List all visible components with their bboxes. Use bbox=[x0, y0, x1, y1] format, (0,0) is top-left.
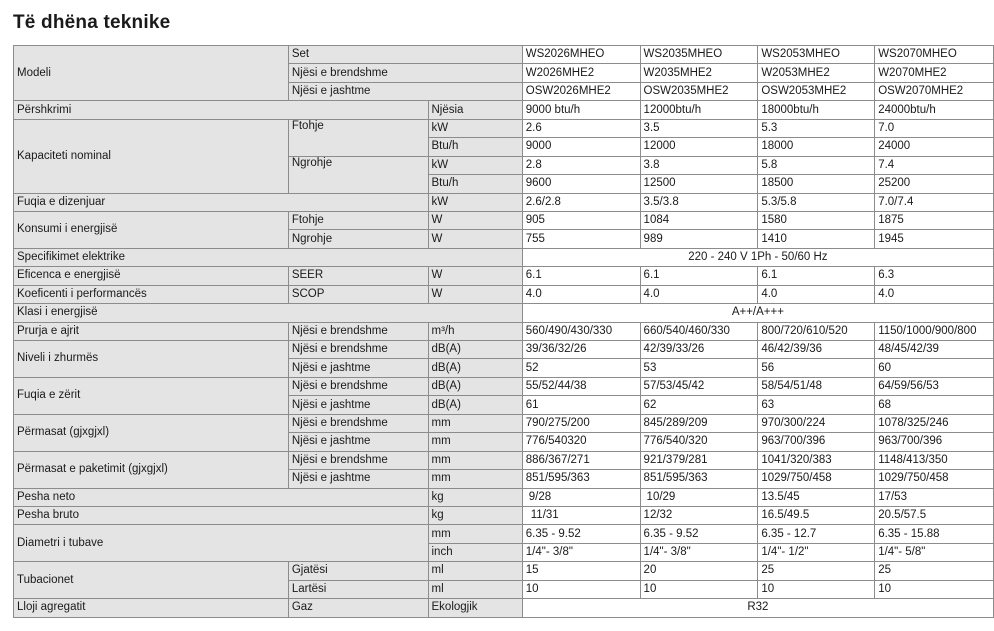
table-cell: 1875 bbox=[875, 211, 994, 229]
table-cell: WS2070MHEO bbox=[875, 46, 994, 64]
sub-label-lartesi: Lartësi bbox=[288, 580, 428, 598]
sub-label-indoor: Njësi e brendshme bbox=[288, 322, 428, 340]
table-cell: 6.35 - 12.7 bbox=[758, 525, 875, 543]
table-cell: 10 bbox=[758, 580, 875, 598]
table-cell: OSW2026MHE2 bbox=[522, 82, 640, 100]
table-cell: 18000btu/h bbox=[758, 101, 875, 119]
table-cell: 57/53/45/42 bbox=[640, 377, 758, 395]
sub-label-gaz: Gaz bbox=[288, 599, 428, 617]
row-label-diametri: Diametri i tubave bbox=[14, 525, 429, 562]
table-row bbox=[14, 46, 994, 64]
table-row bbox=[14, 341, 994, 359]
table-cell: 886/367/271 bbox=[522, 451, 640, 469]
unit-label: W bbox=[428, 230, 522, 248]
table-cell: 6.3 bbox=[875, 267, 994, 285]
row-label-specifikimet: Specifikimet elektrike bbox=[14, 248, 523, 266]
sub-label-indoor: Njësi e brendshme bbox=[288, 451, 428, 469]
table-cell: 963/700/396 bbox=[758, 433, 875, 451]
table-cell: 1029/750/458 bbox=[758, 470, 875, 488]
table-cell: 6.1 bbox=[640, 267, 758, 285]
table-row bbox=[14, 414, 994, 432]
row-label-prurja: Prurja e ajrit bbox=[14, 322, 289, 340]
unit-label: m³/h bbox=[428, 322, 522, 340]
row-label-koeficenti: Koeficenti i performancës bbox=[14, 285, 289, 303]
table-cell: 5.3/5.8 bbox=[758, 193, 875, 211]
table-cell: 851/595/363 bbox=[640, 470, 758, 488]
table-cell: 56 bbox=[758, 359, 875, 377]
table-cell: 7.4 bbox=[875, 156, 994, 174]
table-cell: 989 bbox=[640, 230, 758, 248]
table-cell: 15 bbox=[522, 562, 640, 580]
table-cell: 560/490/430/330 bbox=[522, 322, 640, 340]
table-cell: 58/54/51/48 bbox=[758, 377, 875, 395]
sub-label-gjatesi: Gjatësi bbox=[288, 562, 428, 580]
table-row bbox=[14, 525, 994, 543]
table-cell: WS2026MHEO bbox=[522, 46, 640, 64]
table-cell: 53 bbox=[640, 359, 758, 377]
sub-label-scop: SCOP bbox=[288, 285, 428, 303]
table-cell: 1029/750/458 bbox=[875, 470, 994, 488]
table-cell: 62 bbox=[640, 396, 758, 414]
row-label-permasat: Përmasat (gjxgjxl) bbox=[14, 414, 289, 451]
table-cell: 9000 bbox=[522, 138, 640, 156]
table-cell: 1148/413/350 bbox=[875, 451, 994, 469]
unit-label: mm bbox=[428, 525, 522, 543]
table-row bbox=[14, 488, 994, 506]
row-label-klasi: Klasi i energjisë bbox=[14, 304, 523, 322]
row-label-fuqia-dizenjuar: Fuqia e dizenjuar bbox=[14, 193, 429, 211]
table-cell: 776/540320 bbox=[522, 433, 640, 451]
table-cell: 12/32 bbox=[640, 506, 758, 524]
table-cell: 3.5 bbox=[640, 119, 758, 137]
table-cell: 52 bbox=[522, 359, 640, 377]
unit-label: dB(A) bbox=[428, 359, 522, 377]
table-cell: 5.3 bbox=[758, 119, 875, 137]
table-cell: 800/720/610/520 bbox=[758, 322, 875, 340]
table-cell: 1/4"- 3/8" bbox=[640, 543, 758, 561]
table-cell: 4.0 bbox=[758, 285, 875, 303]
sub-label-ngrohje: Ngrohje bbox=[288, 230, 428, 248]
table-cell: 55/52/44/38 bbox=[522, 377, 640, 395]
table-cell: 39/36/32/26 bbox=[522, 341, 640, 359]
table-cell: 4.0 bbox=[640, 285, 758, 303]
table-cell: 6.1 bbox=[758, 267, 875, 285]
sub-label-outdoor: Njësi e jashtme bbox=[288, 82, 522, 100]
sub-label-set: Set bbox=[288, 46, 522, 64]
row-label-niveli: Niveli i zhurmës bbox=[14, 341, 289, 378]
table-cell: 9/28 bbox=[522, 488, 640, 506]
table-cell: 660/540/460/330 bbox=[640, 322, 758, 340]
table-cell: OSW2070MHE2 bbox=[875, 82, 994, 100]
table-row bbox=[14, 119, 994, 137]
table-cell: 12000btu/h bbox=[640, 101, 758, 119]
page-title: Të dhëna teknike bbox=[13, 12, 171, 33]
unit-label: dB(A) bbox=[428, 377, 522, 395]
table-row bbox=[14, 377, 994, 395]
table-cell: OSW2035MHE2 bbox=[640, 82, 758, 100]
unit-label: Ekologjik bbox=[428, 599, 522, 617]
table-cell: 1/4"- 5/8" bbox=[875, 543, 994, 561]
table-cell: WS2053MHEO bbox=[758, 46, 875, 64]
table-cell: 11/31 bbox=[522, 506, 640, 524]
table-cell: 60 bbox=[875, 359, 994, 377]
table-cell: 24000btu/h bbox=[875, 101, 994, 119]
table-cell: A++/A+++ bbox=[522, 304, 993, 322]
row-label-eficenca: Eficenca e energjisë bbox=[14, 267, 289, 285]
row-label-fuqia-zerit: Fuqia e zërit bbox=[14, 377, 289, 414]
table-cell: 1/4"- 3/8" bbox=[522, 543, 640, 561]
table-cell: 1/4"- 1/2" bbox=[758, 543, 875, 561]
table-cell: 220 - 240 V 1Ph - 50/60 Hz bbox=[522, 248, 993, 266]
table-cell: R32 bbox=[522, 599, 993, 617]
table-row bbox=[14, 599, 994, 617]
table-cell: 68 bbox=[875, 396, 994, 414]
unit-label: kg bbox=[428, 506, 522, 524]
table-cell: 1041/320/383 bbox=[758, 451, 875, 469]
table-cell: 5.8 bbox=[758, 156, 875, 174]
row-label-pesha-bruto: Pesha bruto bbox=[14, 506, 429, 524]
table-cell: 755 bbox=[522, 230, 640, 248]
unit-label: Njësia bbox=[428, 101, 522, 119]
table-cell: 2.6 bbox=[522, 119, 640, 137]
table-row bbox=[14, 285, 994, 303]
table-cell: 3.5/3.8 bbox=[640, 193, 758, 211]
unit-label: mm bbox=[428, 433, 522, 451]
table-cell: 7.0/7.4 bbox=[875, 193, 994, 211]
unit-label: dB(A) bbox=[428, 396, 522, 414]
sub-label-ngrohje: Ngrohje bbox=[288, 156, 428, 193]
table-cell: W2026MHE2 bbox=[522, 64, 640, 82]
table-cell: 10 bbox=[875, 580, 994, 598]
table-cell: 1580 bbox=[758, 211, 875, 229]
table-cell: 25 bbox=[875, 562, 994, 580]
table-row bbox=[14, 101, 994, 119]
table-cell: 3.8 bbox=[640, 156, 758, 174]
table-cell: 20 bbox=[640, 562, 758, 580]
unit-label: kW bbox=[428, 119, 522, 137]
row-label-permasat-paketimit: Përmasat e paketimit (gjxgjxl) bbox=[14, 451, 289, 488]
table-cell: 963/700/396 bbox=[875, 433, 994, 451]
table-cell: 64/59/56/53 bbox=[875, 377, 994, 395]
table-cell: 18500 bbox=[758, 175, 875, 193]
table-cell: 9600 bbox=[522, 175, 640, 193]
table-cell: WS2035MHEO bbox=[640, 46, 758, 64]
table-cell: OSW2053MHE2 bbox=[758, 82, 875, 100]
row-label-pesha-neto: Pesha neto bbox=[14, 488, 429, 506]
unit-label: mm bbox=[428, 414, 522, 432]
unit-label: ml bbox=[428, 562, 522, 580]
unit-label: W bbox=[428, 211, 522, 229]
table-cell: 25200 bbox=[875, 175, 994, 193]
table-row bbox=[14, 451, 994, 469]
unit-label: Btu/h bbox=[428, 138, 522, 156]
sub-label-outdoor: Njësi e jashtme bbox=[288, 433, 428, 451]
unit-label: kW bbox=[428, 193, 522, 211]
row-label-lloji: Lloji agregatit bbox=[14, 599, 289, 617]
table-cell: 970/300/224 bbox=[758, 414, 875, 432]
unit-label: kg bbox=[428, 488, 522, 506]
sub-label-seer: SEER bbox=[288, 267, 428, 285]
table-cell: 12000 bbox=[640, 138, 758, 156]
table-cell: 6.35 - 9.52 bbox=[640, 525, 758, 543]
table-cell: 61 bbox=[522, 396, 640, 414]
unit-label: mm bbox=[428, 470, 522, 488]
table-cell: 776/540/320 bbox=[640, 433, 758, 451]
table-cell: 6.1 bbox=[522, 267, 640, 285]
table-cell: W2070MHE2 bbox=[875, 64, 994, 82]
table-cell: 1078/325/246 bbox=[875, 414, 994, 432]
table-cell: 20.5/57.5 bbox=[875, 506, 994, 524]
table-row bbox=[14, 193, 994, 211]
tech-spec-table bbox=[13, 45, 994, 618]
table-cell: 2.8 bbox=[522, 156, 640, 174]
unit-label: mm bbox=[428, 451, 522, 469]
table-cell: 4.0 bbox=[875, 285, 994, 303]
table-cell: 905 bbox=[522, 211, 640, 229]
table-cell: 17/53 bbox=[875, 488, 994, 506]
unit-label: W bbox=[428, 267, 522, 285]
table-cell: 851/595/363 bbox=[522, 470, 640, 488]
table-cell: 2.6/2.8 bbox=[522, 193, 640, 211]
table-cell: 790/275/200 bbox=[522, 414, 640, 432]
table-cell: 24000 bbox=[875, 138, 994, 156]
table-cell: 845/289/209 bbox=[640, 414, 758, 432]
table-cell: 1410 bbox=[758, 230, 875, 248]
table-cell: 63 bbox=[758, 396, 875, 414]
sub-label-indoor: Njësi e brendshme bbox=[288, 64, 522, 82]
table-cell: 921/379/281 bbox=[640, 451, 758, 469]
table-cell: 25 bbox=[758, 562, 875, 580]
table-cell: 4.0 bbox=[522, 285, 640, 303]
table-row bbox=[14, 211, 994, 229]
sub-label-indoor: Njësi e brendshme bbox=[288, 377, 428, 395]
row-label-modeli: Modeli bbox=[14, 46, 289, 101]
table-cell: 48/45/42/39 bbox=[875, 341, 994, 359]
table-cell: 6.35 - 15.88 bbox=[875, 525, 994, 543]
table-row bbox=[14, 562, 994, 580]
table-cell: 13.5/45 bbox=[758, 488, 875, 506]
table-cell: 18000 bbox=[758, 138, 875, 156]
table-row bbox=[14, 267, 994, 285]
table-row bbox=[14, 248, 994, 266]
sub-label-ftohje: Ftohje bbox=[288, 119, 428, 156]
row-label-konsumi: Konsumi i energjisë bbox=[14, 211, 289, 248]
table-cell: 12500 bbox=[640, 175, 758, 193]
table-cell: 9000 btu/h bbox=[522, 101, 640, 119]
table-cell: W2053MHE2 bbox=[758, 64, 875, 82]
sub-label-outdoor: Njësi e jashtme bbox=[288, 359, 428, 377]
row-label-tubacionet: Tubacionet bbox=[14, 562, 289, 599]
sub-label-outdoor: Njësi e jashtme bbox=[288, 396, 428, 414]
table-row bbox=[14, 506, 994, 524]
table-cell: 10/29 bbox=[640, 488, 758, 506]
table-cell: 10 bbox=[640, 580, 758, 598]
sub-label-outdoor: Njësi e jashtme bbox=[288, 470, 428, 488]
unit-label: W bbox=[428, 285, 522, 303]
unit-label: dB(A) bbox=[428, 341, 522, 359]
table-cell: 42/39/33/26 bbox=[640, 341, 758, 359]
table-cell: 6.35 - 9.52 bbox=[522, 525, 640, 543]
sub-label-indoor: Njësi e brendshme bbox=[288, 341, 428, 359]
sub-label-ftohje: Ftohje bbox=[288, 211, 428, 229]
row-label-kapaciteti: Kapaciteti nominal bbox=[14, 119, 289, 193]
table-row bbox=[14, 304, 994, 322]
table-cell: 16.5/49.5 bbox=[758, 506, 875, 524]
unit-label: kW bbox=[428, 156, 522, 174]
table-cell: 10 bbox=[522, 580, 640, 598]
row-label-pershkrimi: Përshkrimi bbox=[14, 101, 429, 119]
unit-label: Btu/h bbox=[428, 175, 522, 193]
table-cell: 7.0 bbox=[875, 119, 994, 137]
table-row bbox=[14, 322, 994, 340]
table-cell: 1945 bbox=[875, 230, 994, 248]
unit-label: ml bbox=[428, 580, 522, 598]
table-cell: 1150/1000/900/800 bbox=[875, 322, 994, 340]
table-cell: W2035MHE2 bbox=[640, 64, 758, 82]
sub-label-indoor: Njësi e brendshme bbox=[288, 414, 428, 432]
table-cell: 46/42/39/36 bbox=[758, 341, 875, 359]
unit-label: inch bbox=[428, 543, 522, 561]
table-cell: 1084 bbox=[640, 211, 758, 229]
